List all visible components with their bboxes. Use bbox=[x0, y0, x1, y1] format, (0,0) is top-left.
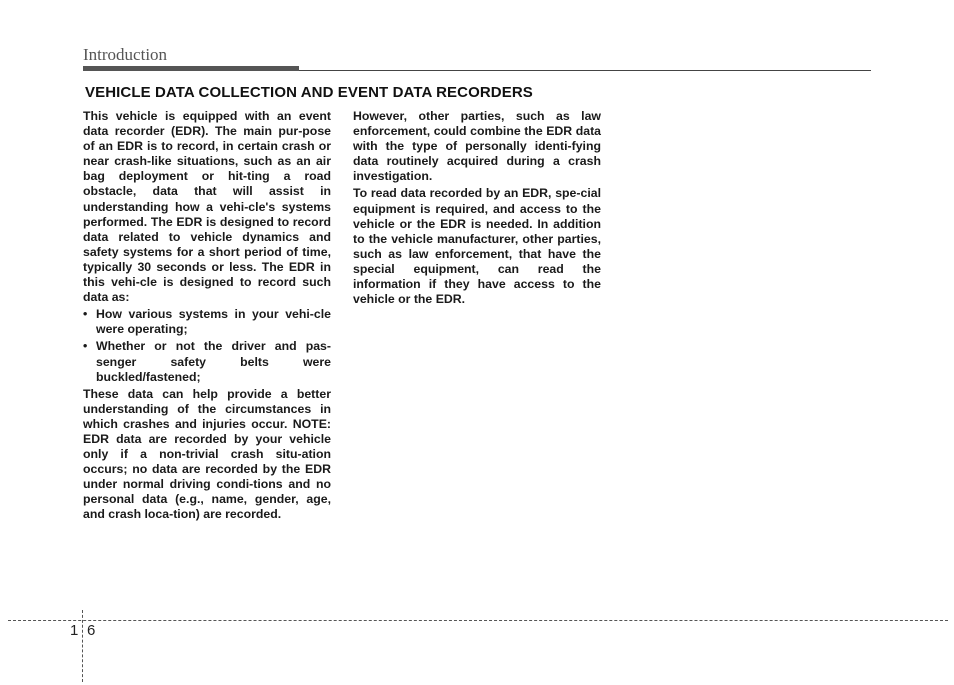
right-paragraph-2: To read data recorded by an EDR, spe-cial equipment is required, and access to the vehicle or the EDR is needed. In addition to the vehicle manufacturer, other parties, such as law enforcement, that have the special equipment, can read the information if they have access to the vehicle or the EDR. bbox=[353, 186, 601, 307]
section-title: Introduction bbox=[83, 45, 168, 64]
page-heading: VEHICLE DATA COLLECTION AND EVENT DATA RECORDERS bbox=[85, 84, 533, 101]
bullet-list bbox=[83, 307, 331, 384]
header-rule-accent bbox=[83, 66, 299, 71]
bullet-icon: • bbox=[83, 307, 88, 322]
page-number: 6 bbox=[87, 622, 96, 639]
list-item bbox=[83, 339, 331, 384]
left-column bbox=[83, 109, 331, 525]
bullet-icon: • bbox=[83, 339, 88, 354]
right-paragraph-1: However, other parties, such as law enforcement, could combine the EDR data with the type of personally identi-fying data routinely acquired during a crash investigation. bbox=[353, 109, 601, 184]
footer-page-divider bbox=[82, 610, 83, 682]
left-paragraph-1: This vehicle is equipped with an event data recorder (EDR). The main pur-pose of an EDR is to record, in certain crash or near crash-like situations, such as an air bag deployment or hit-ting a road obstacle, data that will assist in understanding how a vehi-cle's systems performed. The EDR is designed to record data related to vehicle dynamics and safety systems for a short period of time, typically 30 seconds or less. The EDR in this vehi-cle is designed to record such data as: bbox=[83, 109, 331, 305]
list-item-text: Whether or not the driver and pas-senger safety belts were buckled/fastened; bbox=[96, 339, 331, 384]
right-column bbox=[353, 109, 601, 309]
footer-divider bbox=[8, 620, 948, 621]
list-item-text: How various systems in your vehi-cle were operating; bbox=[96, 307, 331, 337]
left-paragraph-2: These data can help provide a better understanding of the circumstances in which crashes and injuries occur. NOTE: EDR data are recorded by your vehicle only if a non-trivial crash situ-ation occurs; no data are recorded by the EDR under normal driving condi-tions and no personal data (e.g., name, gender, age, and crash loca-tion) are recorded. bbox=[83, 386, 331, 522]
list-item bbox=[83, 307, 331, 337]
chapter-number: 1 bbox=[70, 622, 79, 639]
